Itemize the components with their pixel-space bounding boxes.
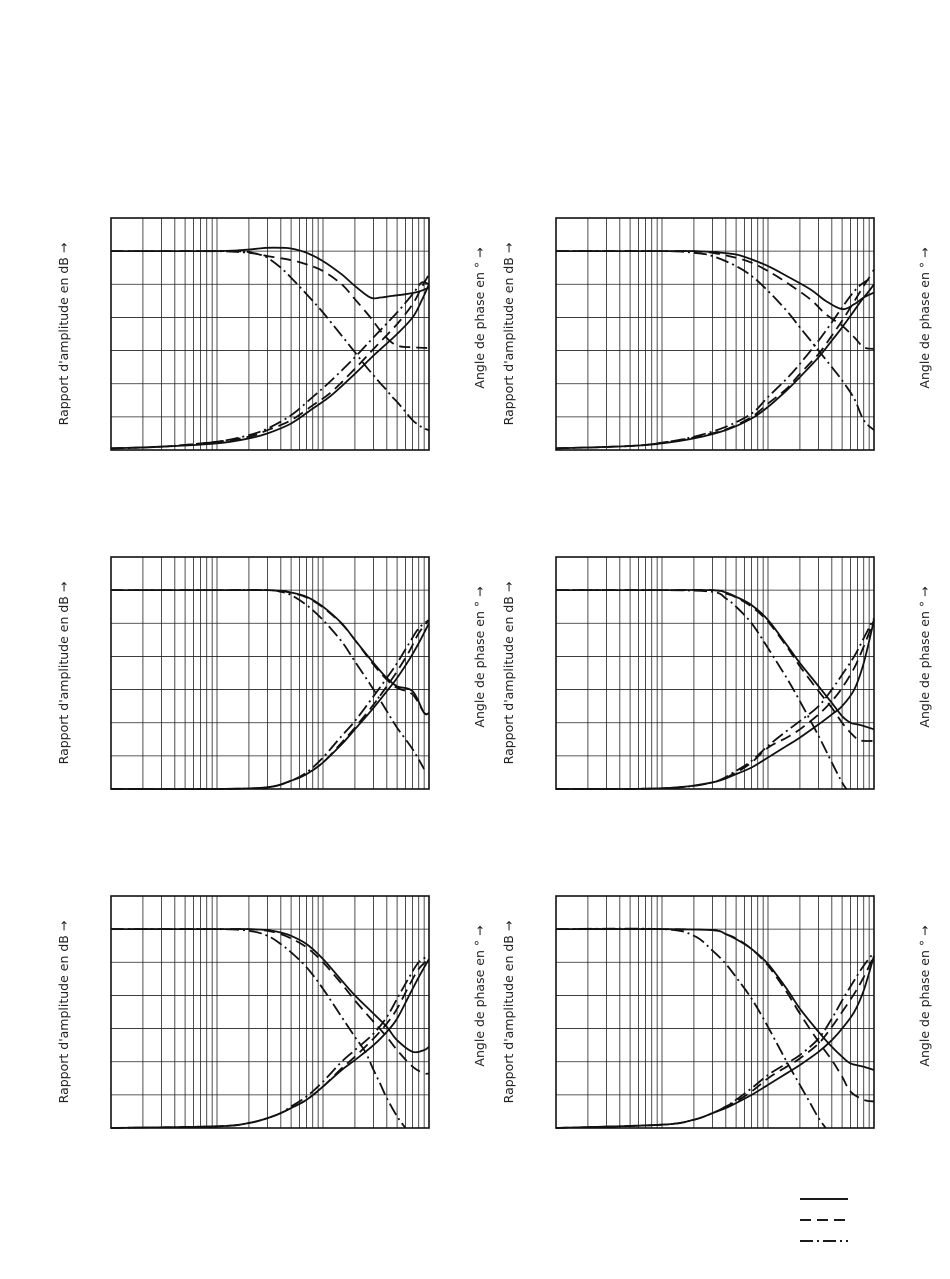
y2-axis-label: Angle de phase en ° → bbox=[917, 247, 932, 389]
series-phase_dash bbox=[111, 274, 429, 448]
series-phase_solid bbox=[556, 284, 874, 448]
series-phase_solid bbox=[111, 284, 429, 448]
series-phase_solid bbox=[556, 620, 874, 789]
y2-axis-label: Angle de phase en ° → bbox=[917, 925, 932, 1067]
series-phase_dashdot bbox=[111, 620, 429, 789]
series-amp_solid bbox=[556, 251, 874, 309]
series-phase_solid bbox=[111, 959, 429, 1128]
series-phase_dash bbox=[556, 269, 874, 448]
series-amp_dashdot bbox=[111, 251, 429, 430]
chart-panel-p1 bbox=[56, 218, 487, 450]
series-amp_dash bbox=[556, 929, 874, 1101]
series-amp_solid bbox=[556, 590, 874, 729]
series-amp_solid bbox=[111, 929, 429, 1052]
series-phase_solid bbox=[111, 623, 429, 789]
y2-axis-label: Angle de phase en ° → bbox=[917, 586, 932, 728]
chart-panel-p5 bbox=[56, 896, 487, 1128]
chart-panel-p6 bbox=[501, 896, 932, 1128]
y-axis-label: Rapport d'amplitude en dB → bbox=[501, 920, 516, 1104]
plot-frame bbox=[111, 218, 429, 450]
chart-panel-p4 bbox=[501, 557, 932, 789]
series-phase_dash bbox=[556, 620, 874, 789]
legend bbox=[800, 1199, 848, 1241]
y-axis-label: Rapport d'amplitude en dB → bbox=[56, 242, 71, 426]
series-phase_dash bbox=[111, 620, 429, 789]
series-amp_dash bbox=[556, 251, 874, 349]
series-phase_dashdot bbox=[111, 282, 429, 448]
series-amp_dash bbox=[111, 929, 429, 1074]
y2-axis-label: Angle de phase en ° → bbox=[472, 247, 487, 389]
chart-panels bbox=[56, 218, 932, 1128]
y2-axis-label: Angle de phase en ° → bbox=[472, 586, 487, 728]
series-amp_solid bbox=[556, 929, 874, 1070]
y-axis-label: Rapport d'amplitude en dB → bbox=[501, 242, 516, 426]
plot-frame bbox=[556, 557, 874, 789]
y-axis-label: Rapport d'amplitude en dB → bbox=[501, 581, 516, 765]
series-amp_dash bbox=[111, 251, 429, 348]
series-phase_dashdot bbox=[111, 956, 429, 1128]
series-phase_dashdot bbox=[556, 618, 874, 789]
y-axis-label: Rapport d'amplitude en dB → bbox=[56, 581, 71, 765]
series-amp_solid bbox=[111, 590, 429, 714]
chart-panel-p3 bbox=[56, 557, 487, 789]
series-amp_dashdot bbox=[556, 251, 874, 430]
chart-panel-p2 bbox=[501, 218, 932, 450]
series-amp_solid bbox=[111, 248, 429, 299]
series-phase_dash bbox=[111, 959, 429, 1128]
y-axis-label: Rapport d'amplitude en dB → bbox=[56, 920, 71, 1104]
y2-axis-label: Angle de phase en ° → bbox=[472, 925, 487, 1067]
